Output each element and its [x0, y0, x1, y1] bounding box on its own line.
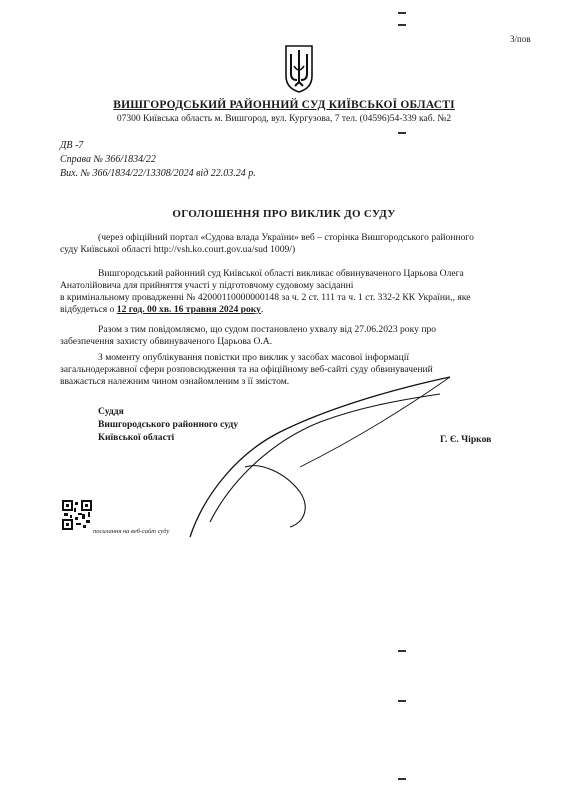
scan-mark	[398, 778, 406, 780]
case-number: Справа № 366/1834/22	[60, 154, 156, 165]
judge-court-line: Вишгородського районного суду	[98, 419, 239, 430]
defense-paragraph	[60, 324, 516, 348]
portal-line: суду Київської області http://vsh.ko.court.gov.ua/sud 1009/)	[60, 244, 296, 255]
scan-mark	[398, 24, 406, 26]
summons-line: Вишгородський районний суд Київської області викликає обвинуваченого Царьова Олега	[98, 268, 464, 279]
judge-role: Суддя	[98, 406, 124, 417]
coat-of-arms-icon	[284, 44, 314, 94]
judge-name: Г. Є. Чірков	[440, 434, 492, 445]
defense-line: Разом з тим повідомляємо, що судом постановлено ухвалу від 27.06.2023 року про	[98, 324, 437, 335]
publication-line: З моменту опублікування повістки про виклик у засобах масової інформації	[98, 352, 410, 363]
scan-mark	[398, 12, 406, 14]
portal-line: (через офіційний портал «Судова влада України» веб – сторінка Вишгородського районного	[98, 232, 474, 243]
summons-paragraph	[60, 268, 516, 316]
summons-line: в кримінальному провадженні № 42000110000000148 за ч. 2 ст. 111 та ч. 1 ст. 332-2 КК України,, яке	[60, 292, 471, 303]
hearing-datetime: 12 год. 00 хв. 16 травня 2024 року	[116, 304, 261, 315]
qr-code-icon[interactable]	[62, 500, 92, 530]
judge-court-line: Київської області	[98, 432, 175, 443]
page-corner-note: 3/пов	[510, 34, 531, 44]
handwritten-signature	[150, 372, 490, 542]
court-address: 07300 Київська область м. Вишгород, вул. Кургузова, 7 тел. (04596)54-339 каб. №2	[116, 114, 452, 124]
ref-dv: ДВ -7	[60, 140, 84, 151]
publication-line: загальнодержавної сфери розповсюдження та на офіційному веб-сайті суду обвинувачений	[60, 364, 433, 375]
notice-title: ОГОЛОШЕННЯ ПРО ВИКЛИК ДО СУДУ	[172, 208, 396, 220]
summons-line: Анатолійовича для прийняття участі у підготовчому судовому засіданні	[60, 280, 354, 291]
scan-mark	[398, 132, 406, 134]
qr-link-note: посилання на веб-сайт суду	[93, 528, 170, 535]
court-name: ВИШГОРОДСЬКИЙ РАЙОННИЙ СУД КИЇВСЬКОЇ ОБЛАСТІ	[113, 99, 455, 111]
outgoing-number: Вих. № 366/1834/22/13308/2024 від 22.03.24 р.	[60, 168, 256, 179]
summons-line	[60, 304, 516, 316]
summons-text: .	[260, 304, 264, 315]
portal-paragraph	[60, 232, 516, 256]
defense-line: забезпечення захисту обвинуваченого Царьова О.А.	[60, 336, 273, 347]
summons-text: відбудеться о	[60, 304, 117, 315]
scan-mark	[398, 700, 406, 702]
scan-mark	[398, 650, 406, 652]
publication-line: вважається належним чином ознайомленим з її змістом.	[60, 376, 290, 387]
